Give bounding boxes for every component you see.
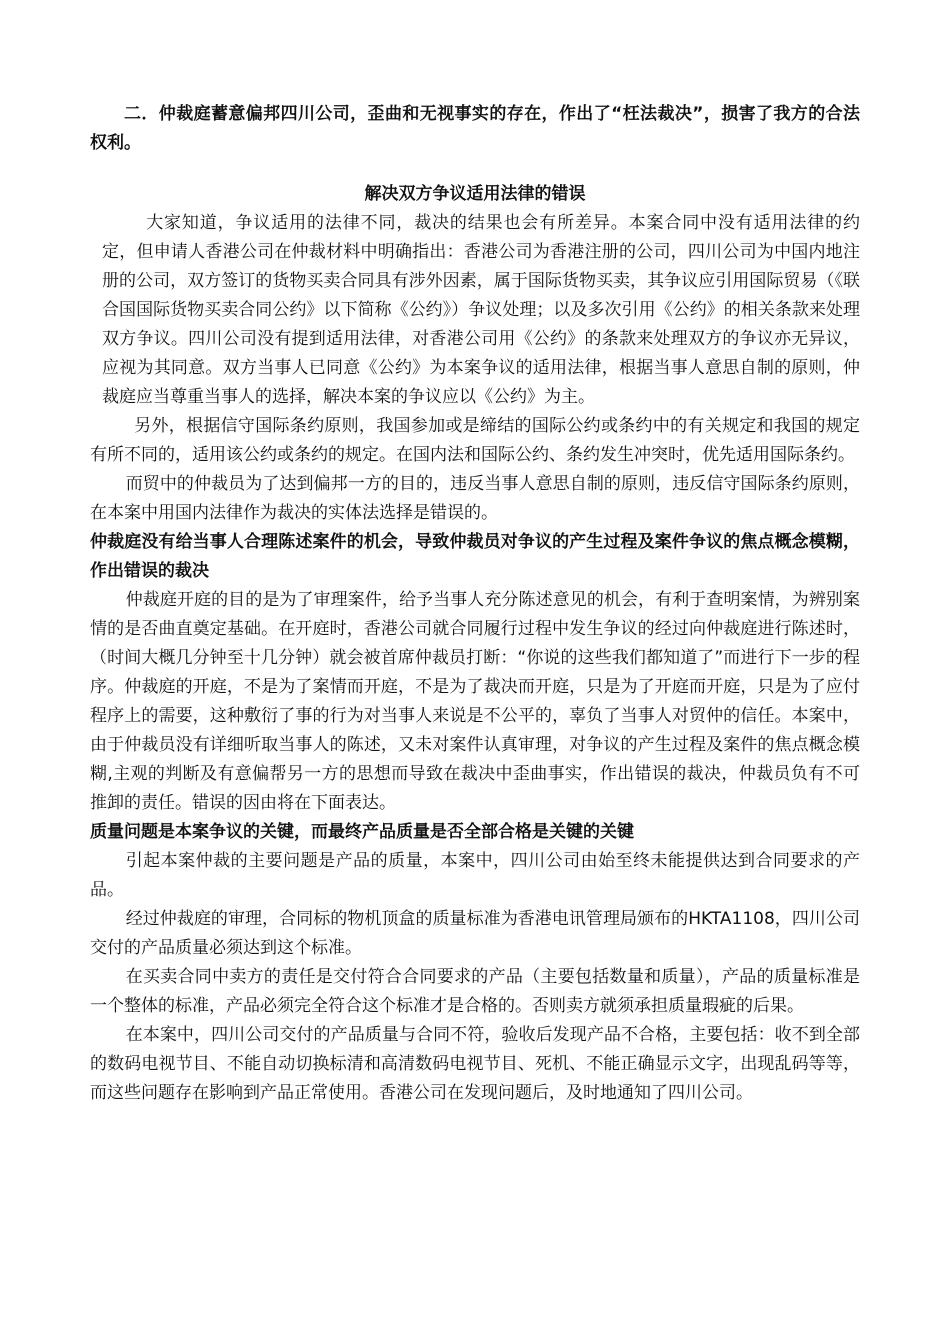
section-heading: 二．仲裁庭蓄意偏邦四川公司，歪曲和无视事实的存在，作出了“枉法裁决”，损害了我方的合法权利。 <box>90 104 860 153</box>
section-title: 解决双方争议适用法律的错误 <box>364 184 586 204</box>
paragraph: 在买卖合同中卖方的责任是交付符合合同要求的产品（主要包括数量和质量），产品的质量标准是一个整体的标准，产品必须完全符合这个标准才是合格的。否则卖方就须承担质量瑕疵的后果。 <box>90 967 860 1016</box>
paragraph: 仲裁庭开庭的目的是为了审理案件，给予当事人充分陈述意见的机会，有利于查明案情，为辨别案情的是否曲直奠定基础。在开庭时，香港公司就合同履行过程中发生争议的经过向仲裁庭进行陈述时，（时间大概几分钟至十几分钟）就会被首席仲裁员打断：“你说的这些我们都知道了”而进行下一步的程序。仲裁庭的开庭，不是为了案情而开庭，不是为了裁决而开庭，只是为了开庭而开庭，只是为了应付程序上的需要，这种敷衍了事的行为对当事人来说是不公平的，辜负了当事人对贸仲的信任。本案中，由于仲裁员没有详细听取当事人的陈述，又未对案件认真审理，对争议的产生过程及案件的焦点概念模糊,主观的判断及有意偏帮另一方的思想而导致在裁决中歪曲事实，作出错误的裁决，仲裁员负有不可推卸的责任。错误的因由将在下面表达。 <box>90 590 860 813</box>
paragraph: 大家知道，争议适用的法律不同，裁决的结果也会有所差异。本案合同中没有适用法律的约定，但申请人香港公司在仲裁材料中明确指出：香港公司为香港注册的公司，四川公司为中国内地注册的公司，双方签订的货物买卖合同具有涉外因素，属于国际货物买卖，其争议应引用国际贸易（《联合国国际货物买卖合同公约》以下简称《公约》）争议处理；以及多次引用《公约》的相关条款来处理双方争议。四川公司没有提到适用法律，对香港公司用《公约》的条款来处理双方的争议亦无异议，应视为其同意。双方当事人已同意《公约》为本案争议的适用法律，根据当事人意思自制的原则，仲裁庭应当尊重当事人的选择，解决本案的争议应以《公约》为主。 <box>102 213 860 407</box>
paragraph: 经过仲裁庭的审理，合同标的物机顶盒的质量标准为香港电讯管理局颁布的HKTA1108，四川公司交付的产品质量必须达到这个标准。 <box>90 909 860 958</box>
paragraph: 另外，根据信守国际条约原则，我国参加或是缔结的国际公约或条约中的有关规定和我国的规定有所不同的，适用该公约或条约的规定。在国内法和国际公约、条约发生冲突时，优先适用国际条约。 <box>90 416 860 465</box>
section-heading: 仲裁庭没有给当事人合理陈述案件的机会，导致仲裁员对争议的产生过程及案件争议的焦点概念模糊，作出错误的裁决 <box>90 532 860 581</box>
paragraph: 引起本案仲裁的主要问题是产品的质量，本案中，四川公司由始至终未能提供达到合同要求的产品。 <box>90 851 860 900</box>
section-heading: 质量问题是本案争议的关键，而最终产品质量是否全部合格是关键的关键 <box>90 822 634 842</box>
paragraph: 而贸中的仲裁员为了达到偏邦一方的目的，违反当事人意思自制的原则，违反信守国际条约原则，在本案中用国内法律作为裁决的实体法选择是错误的。 <box>90 474 860 523</box>
paragraph: 在本案中，四川公司交付的产品质量与合同不符，验收后发现产品不合格，主要包括：收不到全部的数码电视节目、不能自动切换标清和高清数码电视节目、死机、不能正确显示文字，出现乱码等等，而这些问题存在影响到产品正常使用。香港公司在发现问题后，及时地通知了四川公司。 <box>90 1025 860 1103</box>
